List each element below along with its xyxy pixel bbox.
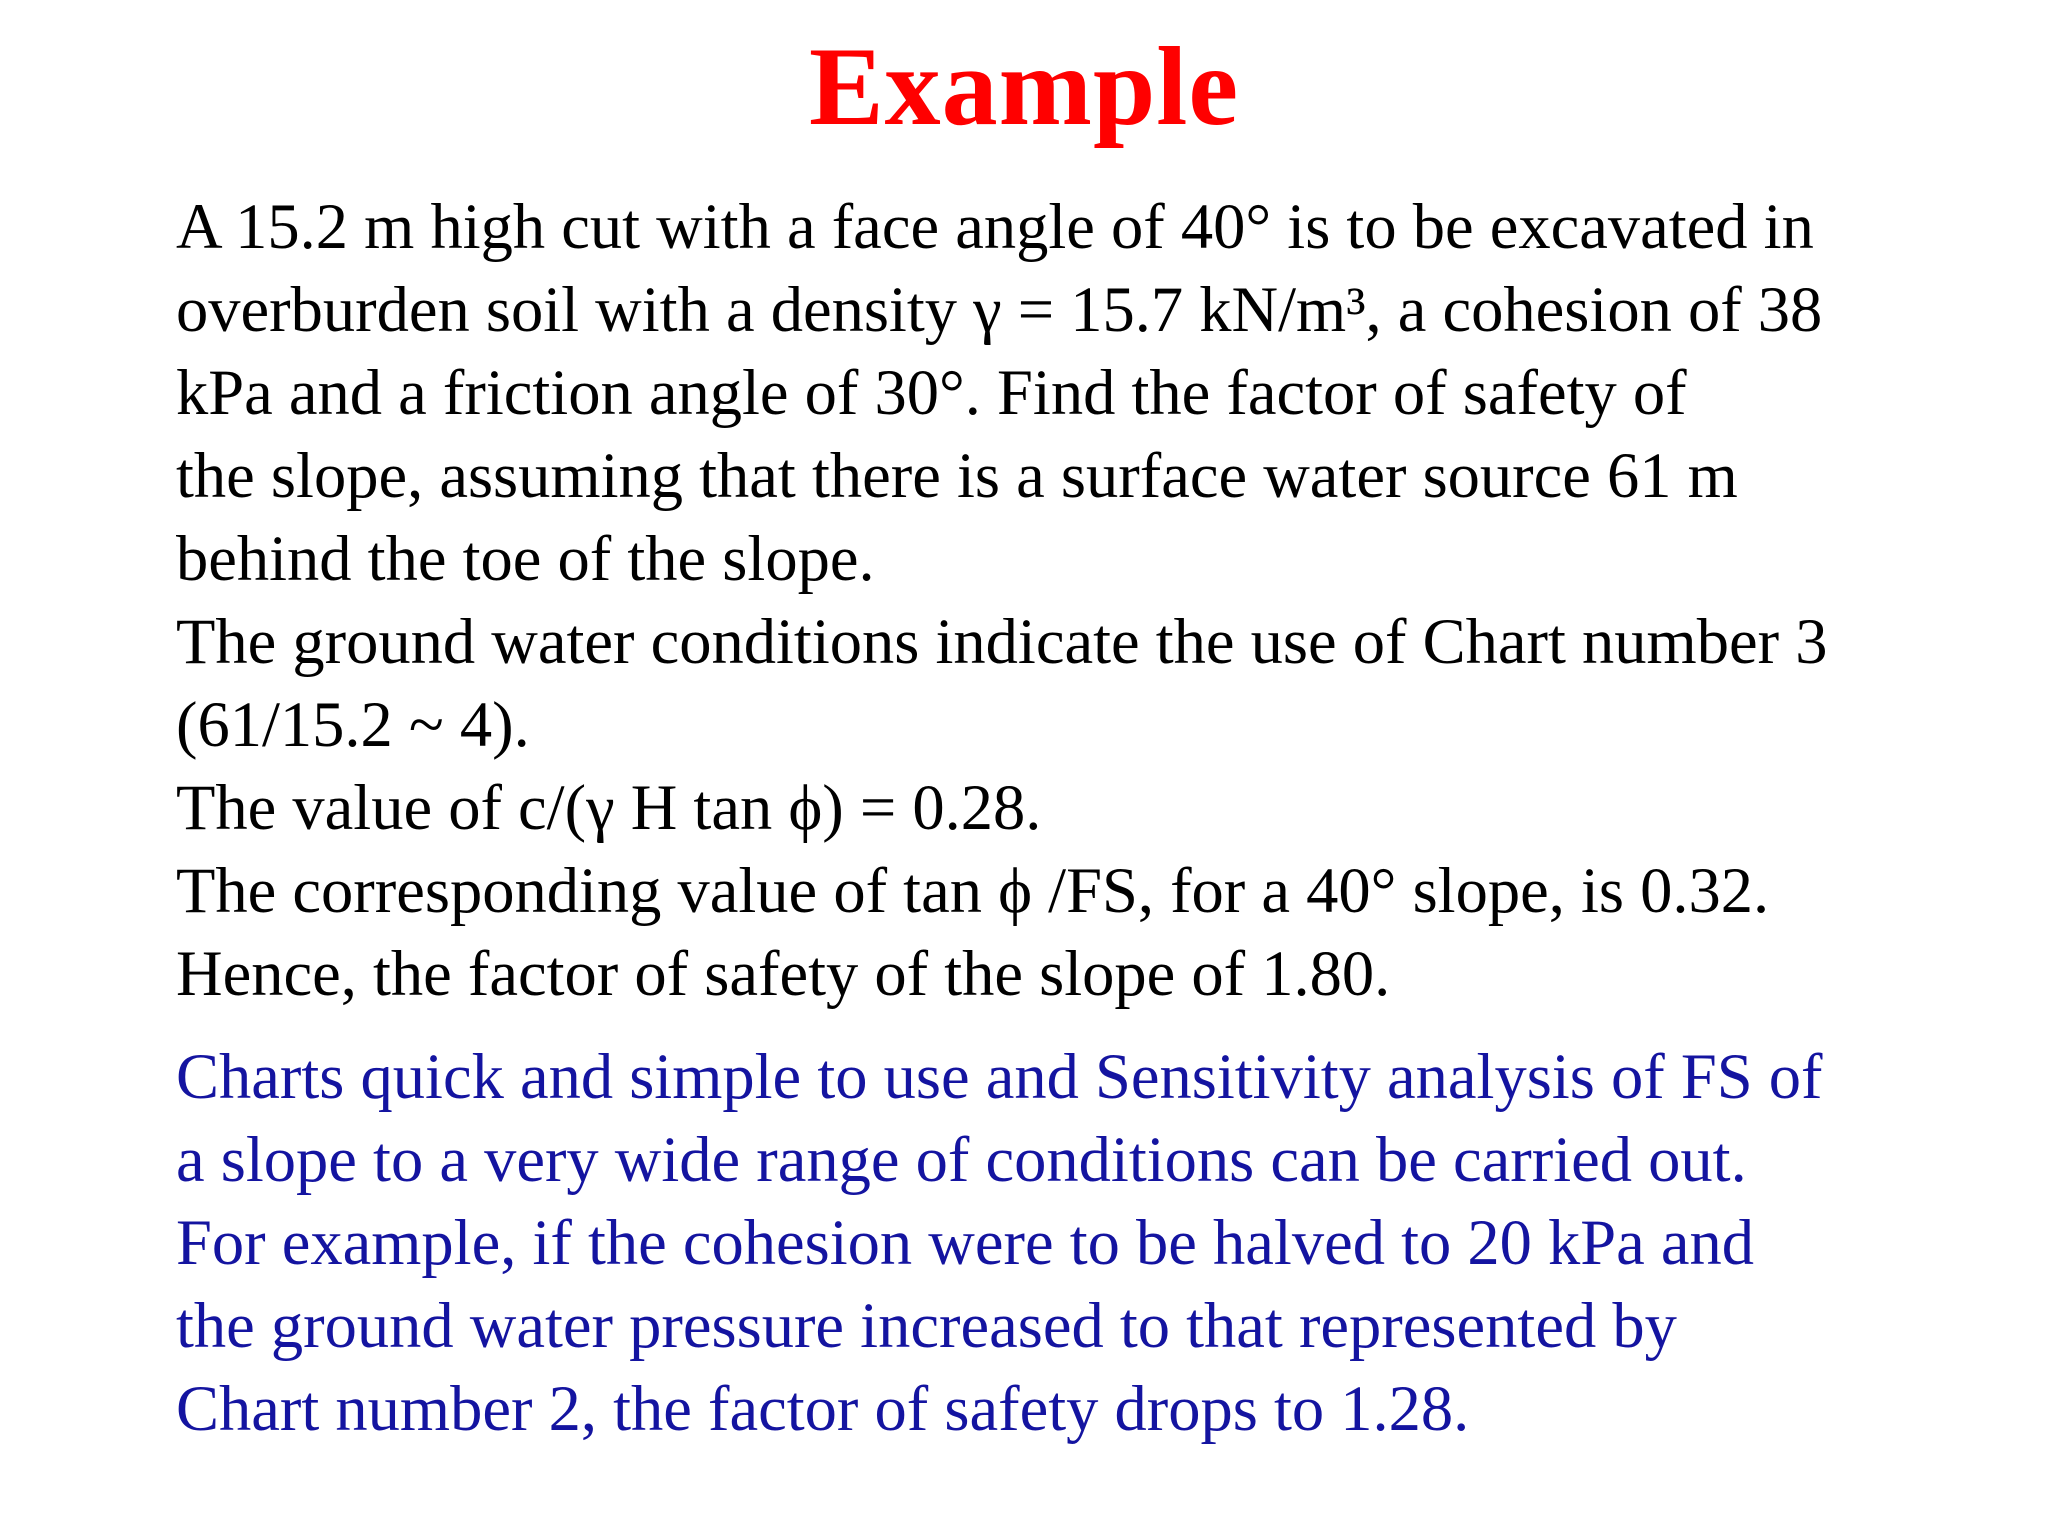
- problem-line: A 15.2 m high cut with a face angle of 40° is to be excavated in: [176, 191, 1814, 262]
- note-line: Chart number 2, the factor of safety drops to 1.28.: [176, 1373, 1470, 1444]
- note-line: the ground water pressure increased to that represented by: [176, 1290, 1677, 1361]
- paragraph-gap: [176, 1015, 2006, 1035]
- slide-title: Example: [808, 25, 1240, 149]
- note-line: For example, if the cohesion were to be halved to 20 kPa and: [176, 1207, 1755, 1278]
- example-text-block: [176, 185, 2006, 1450]
- chart-selection-line: (61/15.2 ~ 4).: [176, 689, 530, 760]
- parameter-value-line: The value of c/(γ H tan ϕ) = 0.28.: [176, 772, 1042, 843]
- parameter-value-line: The corresponding value of tan ϕ /FS, for a 40° slope, is 0.32.: [176, 855, 1770, 926]
- problem-line: the slope, assuming that there is a surface water source 61 m: [176, 440, 1738, 511]
- note-line: a slope to a very wide range of conditions can be carried out.: [176, 1124, 1747, 1195]
- result-line: Hence, the factor of safety of the slope of 1.80.: [176, 938, 1391, 1009]
- chart-selection-line: The ground water conditions indicate the use of Chart number 3: [176, 606, 1828, 677]
- problem-line: overburden soil with a density γ = 15.7 kN/m³, a cohesion of 38: [176, 274, 1823, 345]
- problem-line: kPa and a friction angle of 30°. Find the factor of safety of: [176, 357, 1687, 428]
- note-line: Charts quick and simple to use and Sensitivity analysis of FS of: [176, 1041, 1823, 1112]
- problem-line: behind the toe of the slope.: [176, 523, 875, 594]
